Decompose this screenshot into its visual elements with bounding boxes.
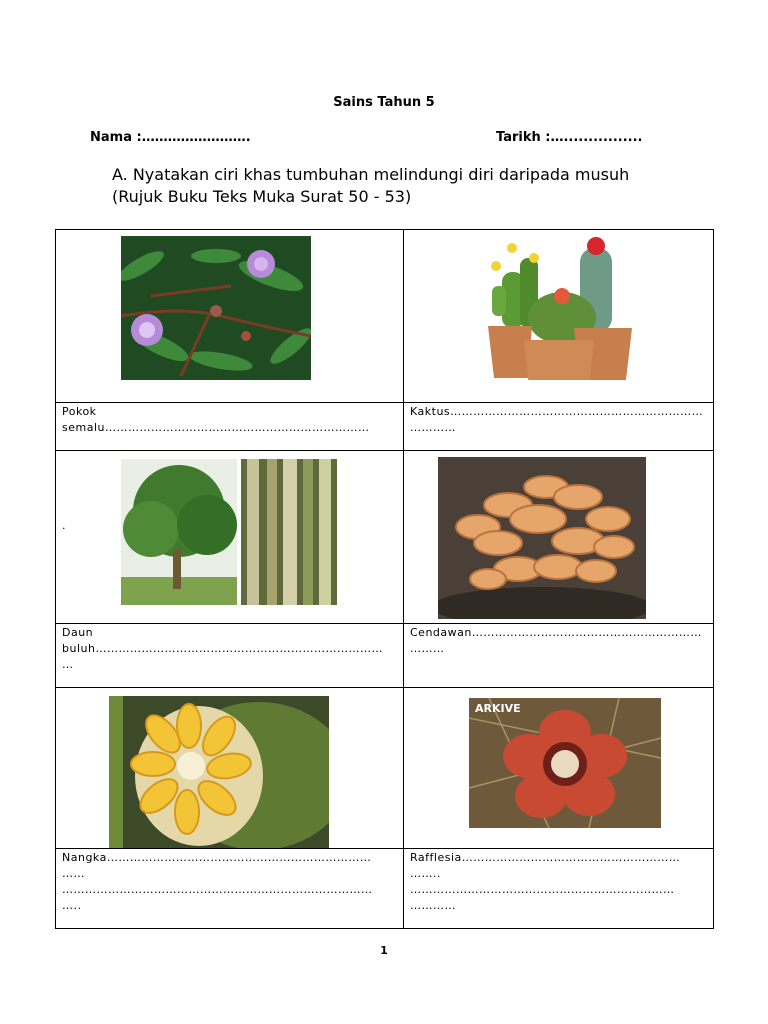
- question-line-2: (Rujuk Buku Teks Muka Surat 50 - 53): [112, 187, 412, 206]
- mimosa-image-cell: [56, 230, 404, 403]
- jackfruit-image-cell: [56, 688, 404, 849]
- mimosa-answer-cell: [56, 403, 404, 451]
- worksheet-title: Sains Tahun 5: [333, 95, 435, 110]
- jackfruit-answer-cell: [56, 849, 404, 929]
- date-field: Tarikh :…................: [496, 130, 643, 145]
- bamboo-answer-text: Daun buluh………………………………………………………………… …: [62, 626, 383, 671]
- bamboo-image-cell: [56, 451, 404, 624]
- cactus-answer-text: Kaktus………………………………………………………… …………: [410, 405, 704, 434]
- cactus-pots-photo: [482, 236, 634, 380]
- cactus-image-cell: [404, 230, 714, 403]
- mushroom-answer-cell: [404, 624, 714, 688]
- worksheet-table: [55, 229, 714, 929]
- rafflesia-image-cell: [404, 688, 714, 849]
- cactus-answer-cell: [404, 403, 714, 451]
- bamboo-photo: [121, 459, 337, 605]
- arkive-watermark: ARKIVE: [475, 702, 521, 715]
- rafflesia-answer-text: Rafflesia………………………………………………… …….. …………………………………………………………… …………: [410, 851, 681, 912]
- rafflesia-answer-cell: [404, 849, 714, 929]
- bamboo-marker: .: [62, 519, 66, 532]
- rafflesia-photo: [469, 698, 661, 828]
- bamboo-answer-cell: [56, 624, 404, 688]
- mushroom-image-cell: [404, 451, 714, 624]
- mimosa-answer-text: Pokok semalu……………………………………………………………: [62, 405, 370, 434]
- mushroom-photo: [438, 457, 646, 619]
- mushroom-answer-text: Cendawan…………………………………………………… ………: [410, 626, 702, 655]
- page-number: 1: [380, 944, 388, 957]
- name-field: Nama :…………………….: [90, 130, 251, 145]
- question-line-1: A. Nyatakan ciri khas tumbuhan melindungi diri daripada musuh: [112, 165, 630, 184]
- mimosa-plant-photo: [121, 236, 311, 380]
- jackfruit-photo: [109, 696, 329, 848]
- jackfruit-answer-text: Nangka…………………………………………………………… …… ……………………………………………………………………… …..: [62, 851, 373, 912]
